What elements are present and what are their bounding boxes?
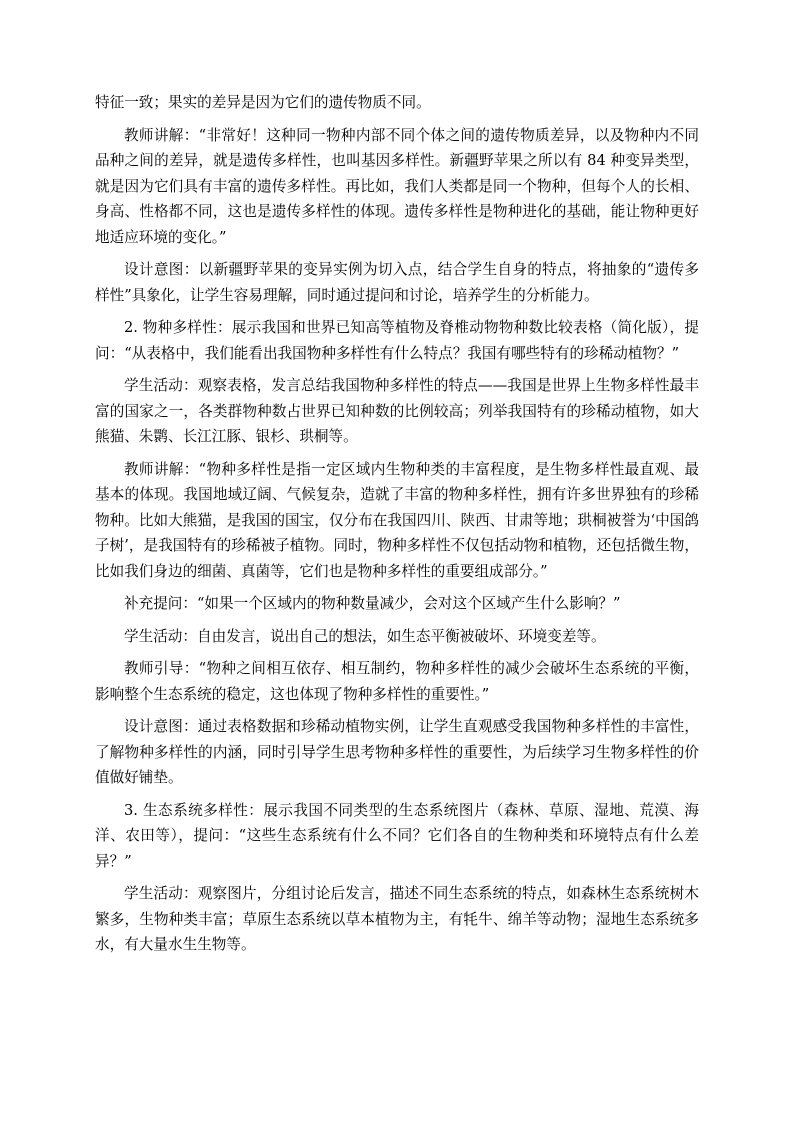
- paragraph-design-intent-genetic: 设计意图：以新疆野苹果的变异实例为切入点，结合学生自身的特点，将抽象的“遗传多样性”具象化，让学生容易理解，同时通过提问和讨论，培养学生的分析能力。: [95, 261, 699, 304]
- paragraph-teacher-explanation-species: 教师讲解：“物种多样性是指一定区域内生物种类的丰富程度，是生物多样性最直观、最基本的体现。我国地域辽阔、气候复杂，造就了丰富的物种多样性，拥有许多世界独有的珍稀物种。比如大熊猫，是我国的国宝，仅分布在我国四川、陕西、甘肃等地；珙桐被誉为‘中国鸽子树’，是我国特有的珍稀被子植物。同时，物种多样性不仅包括动物和植物，还包括微生物，比如我们身边的细菌、真菌等，它们也是物种多样性的重要组成部分。”: [95, 460, 699, 580]
- paragraph-teacher-explanation-genetic: 教师讲解：“非常好！这种同一物种内部不同个体之间的遗传物质差异，以及物种内不同品种之间的差异，就是遗传多样性，也叫基因多样性。新疆野苹果之所以有 84 种变异类型，就是因为它们具有丰富的遗传多样性。再比如，我们人类都是同一个物种，但每个人的长相、身高、性格都不同，这也是遗传多样性的体现。遗传多样性是物种进化的基础，能让物种更好地适应环境的变化。”: [95, 126, 699, 246]
- paragraph-student-activity-discussion: 学生活动：自由发言，说出自己的想法，如生态平衡被破坏、环境变差等。: [124, 627, 606, 645]
- paragraph-design-intent-species: 设计意图：通过表格数据和珍稀动植物实例，让学生直观感受我国物种多样性的丰富性，了解物种多样性的内涵，同时引导学生思考物种多样性的重要性，为后续学习生物多样性的价值做好铺垫。: [95, 718, 699, 786]
- paragraph-student-activity-table: 学生活动：观察表格，发言总结我国物种多样性的特点——我国是世界上生物多样性最丰富的国家之一，各类群物种数占世界已知种数的比例较高；列举我国特有的珍稀动植物，如大熊猫、朱鹮、长江江豚、银杉、珙桐等。: [95, 377, 699, 445]
- paragraph-supplementary-question: 补充提问：“如果一个区域内的物种数量减少，会对这个区域产生什么影响？”: [124, 595, 621, 612]
- paragraph-continuation: 特征一致；果实的差异是因为它们的遗传物质不同。: [95, 94, 431, 111]
- paragraph-species-diversity-intro: 2. 物种多样性：展示我国和世界已知高等植物及脊椎动物物种数比较表格（简化版），提问：“从表格中，我们能看出我国物种多样性有什么特点？我国有哪些特有的珍稀动植物？”: [95, 319, 699, 362]
- paragraph-student-activity-ecosystem: 学生活动：观察图片，分组讨论后发言，描述不同生态系统的特点，如森林生态系统树木繁多，生物种类丰富；草原生态系统以草本植物为主，有牦牛、绵羊等动物；湿地生态系统多水，有大量水生生物等。: [95, 885, 699, 953]
- paragraph-ecosystem-diversity-intro: 3. 生态系统多样性：展示我国不同类型的生态系统图片（森林、草原、湿地、荒漠、海洋、农田等），提问：“这些生态系统有什么不同？它们各自的生物种类和环境特点有什么差异？”: [95, 801, 699, 870]
- paragraph-teacher-guidance: 教师引导：“物种之间相互依存、相互制约，物种多样性的减少会破坏生态系统的平衡，影响整个生态系统的稳定，这也体现了物种多样性的重要性。”: [95, 660, 699, 703]
- document-body: [95, 90, 699, 965]
